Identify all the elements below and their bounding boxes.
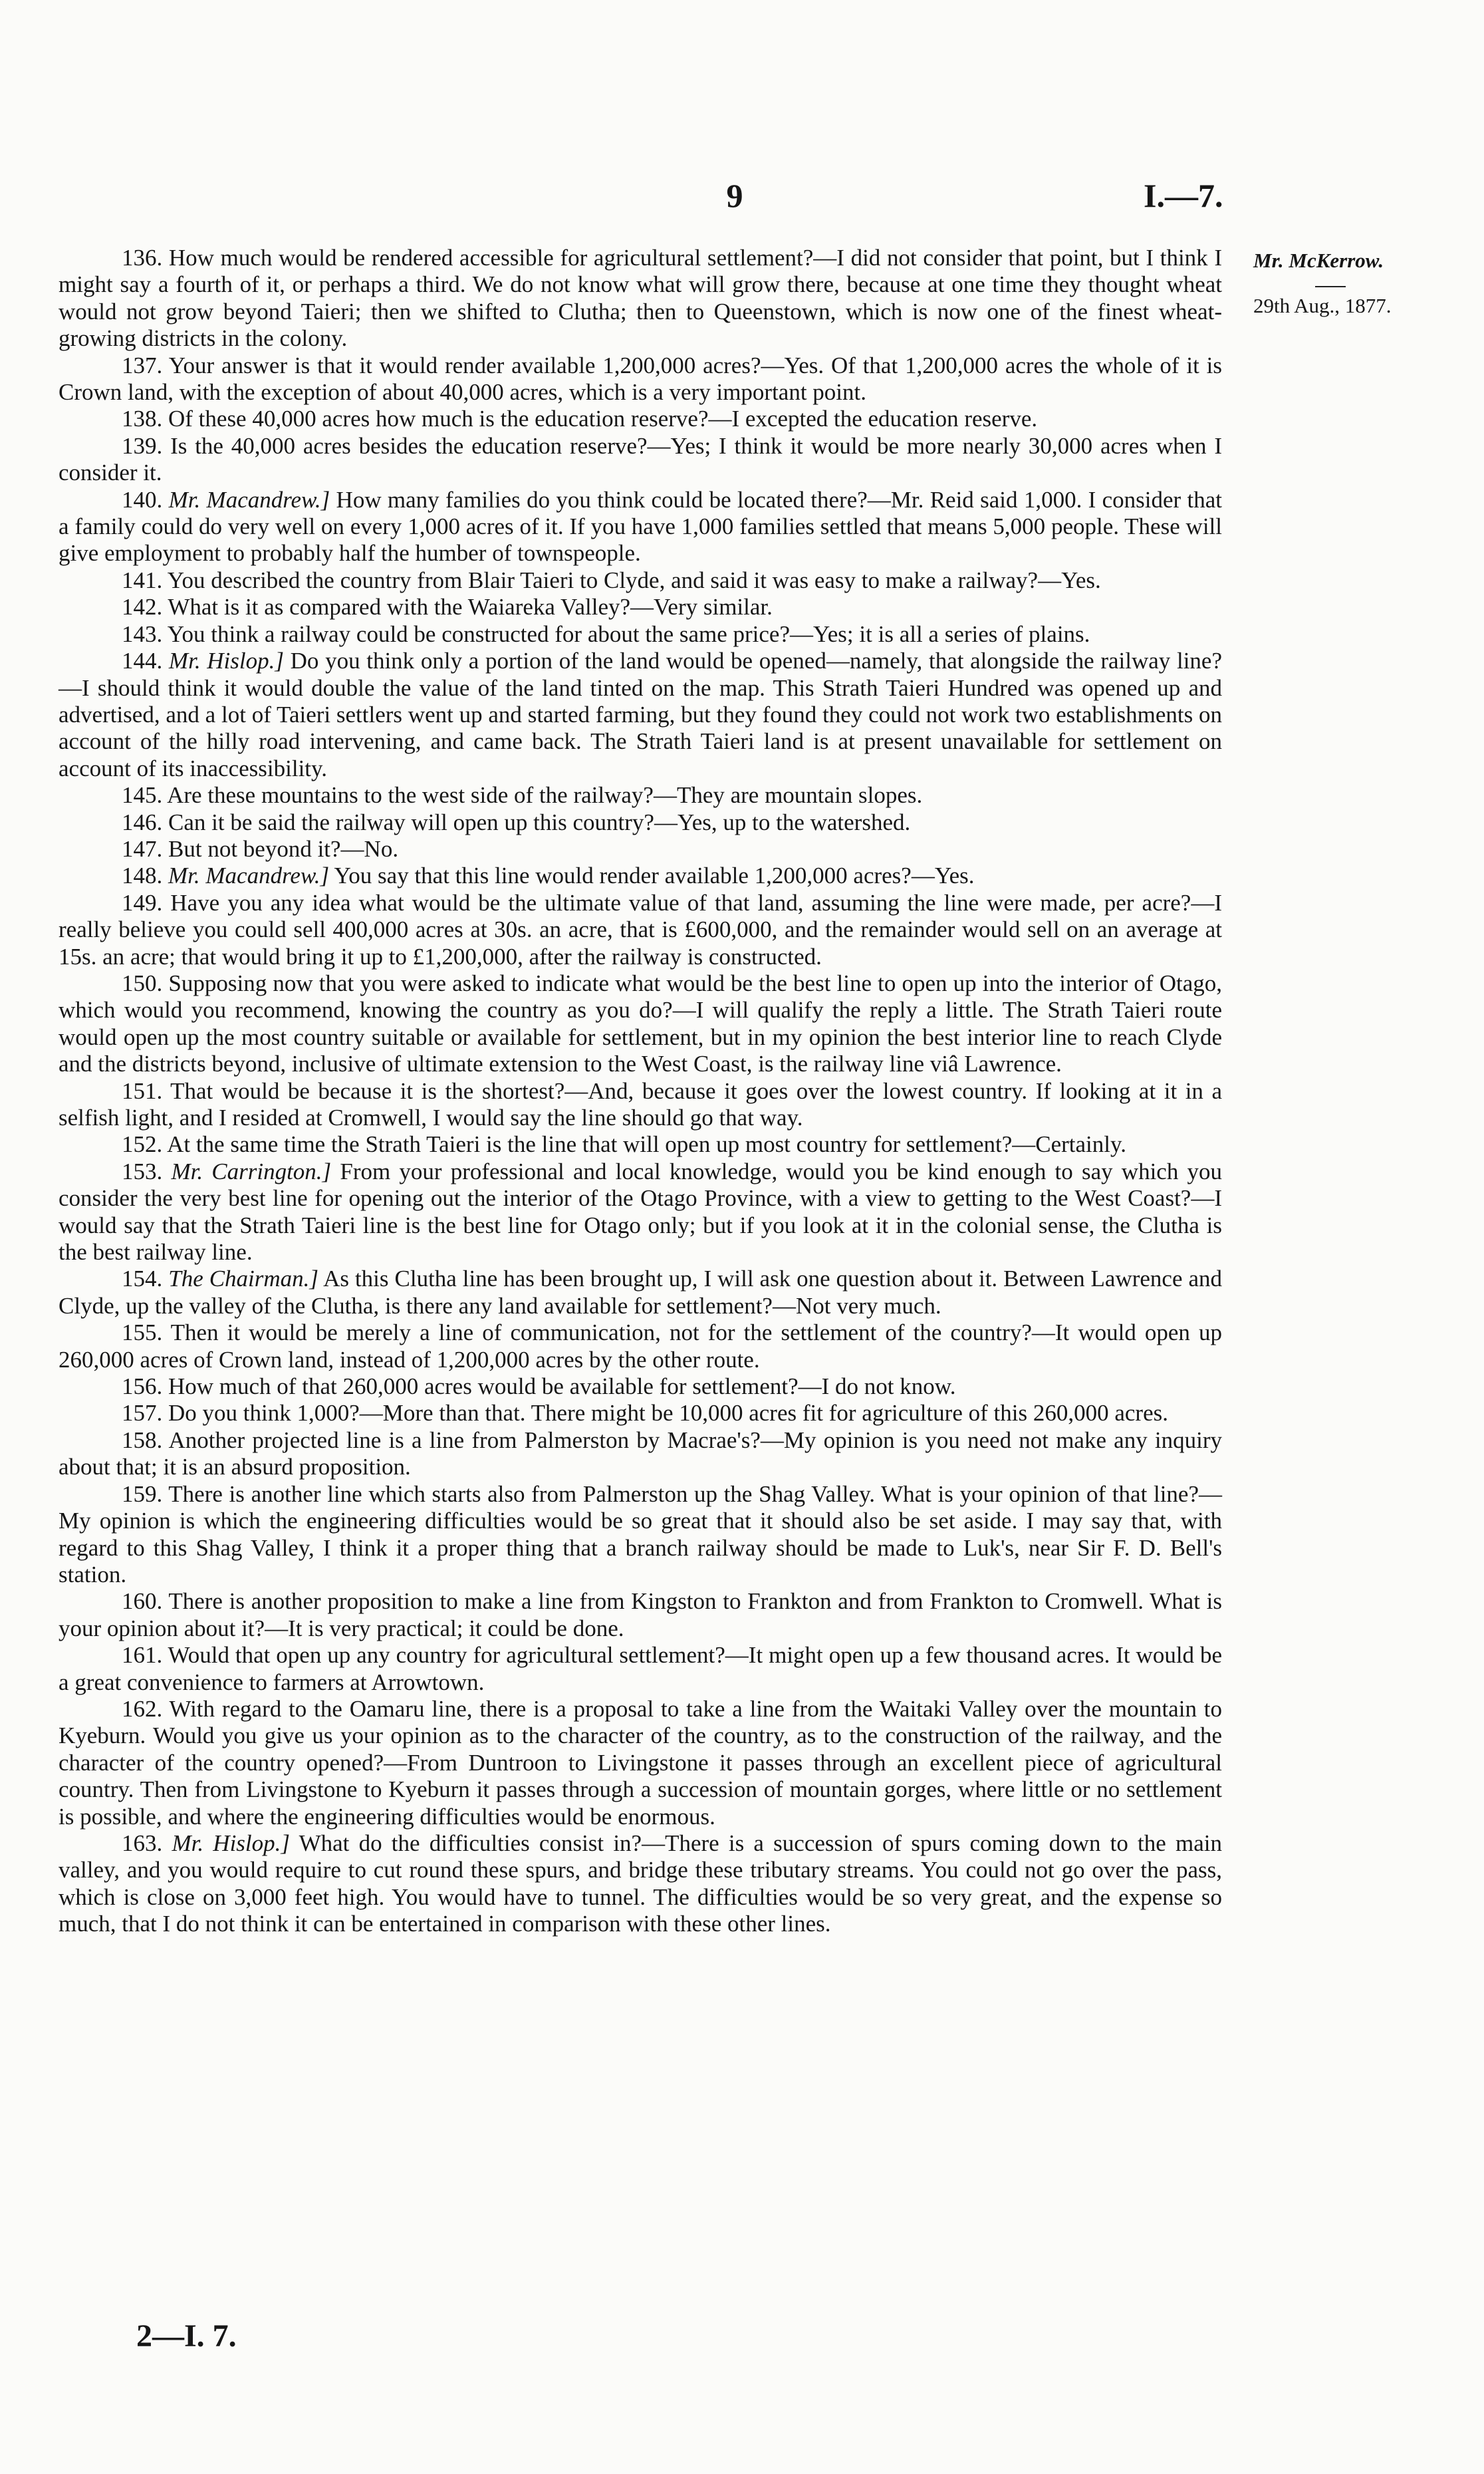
question-number: 144. [122,648,163,674]
paragraph-text: 150. Supposing now that you were asked to indicate what would be the best line to open up into the interior of Otago, which would you recommend, knowing the country as you do?—I will qualify the reply a little. The Strath Taieri route would open up the most country suitable or available for settlement, but in my opinion the best interior line to reach Clyde and the districts beyond, inclusive of ultimate extension to the West Coast, is the railway line viâ Lawrence. [59,970,1222,1077]
speaker-name: Mr. Carrington.] [171,1158,332,1184]
paragraph-text: 146. Can it be said the railway will open up this country?—Yes, up to the watershed. [122,809,911,835]
question-number: 154. [122,1266,163,1292]
question-paragraph [59,970,1222,1078]
paragraph-text: 149. Have you any idea what would be the ultimate value of that land, assuming the line were made, per acre?—I really believe you could sell 400,000 acres at 30s. an acre, that is £600,000, and the remainder would sell on an average at 15s. an acre; that would bring it up to £1,200,000, after the railway is constructed. [59,889,1222,970]
paragraph-text: 161. Would that open up any country for agricultural settlement?—It might open up a few thousand acres. It would be a great convenience to farmers at Arrowtown. [59,1642,1222,1695]
question-paragraph [59,245,1222,352]
question-paragraph [59,1319,1222,1373]
paragraph-text: What do the difficulties consist in?—There is a succession of spurs coming down to the main valley, and you would require to cut round these spurs, and bridge these tributary streams. You could not go over the pass, which is close on 3,000 feet high. You would have to tunnel. The difficulties would be so very great, and the expense so much, that I do not think it can be entertained in comparison with these other lines. [59,1830,1222,1937]
paragraph-text: 158. Another projected line is a line from Palmerston by Macrae's?—My opinion is you need not make any inquiry about that; it is an absurd proposition. [59,1427,1222,1480]
question-paragraph [59,836,1222,863]
question-paragraph [59,406,1222,432]
paragraph-text: 151. That would be because it is the shortest?—And, because it goes over the lowest country. If looking at it in a selfish light, and I resided at Cromwell, I would say the line should go that way. [59,1077,1222,1131]
paragraph-text: 136. How much would be rendered accessible for agricultural settlement?—I did not consider that point, but I think I might say a fourth of it, or perhaps a third. We do not know what will grow there, because at one time they thought wheat would not grow beyond Taieri; then we shifted to Clutha; then to Queenstown, which is now one of the finest wheat-growing districts in the colony. [59,245,1222,352]
witness-rule [1315,286,1346,287]
question-number: 153. [122,1158,163,1184]
question-paragraph [59,1078,1222,1132]
paragraph-text: 138. Of these 40,000 acres how much is the education reserve?—I excepted the education reserve. [122,406,1038,432]
paragraph-text: 145. Are these mountains to the west side of the railway?—They are mountain slopes. [122,782,923,809]
question-paragraph [59,567,1222,594]
question-paragraph [59,863,1222,889]
question-paragraph [59,433,1222,487]
question-number: 140. [122,486,163,513]
paragraph-text: 157. Do you think 1,000?—More than that. There might be 10,000 acres fit for agriculture of this 260,000 acres. [122,1400,1168,1427]
question-paragraph [59,1830,1222,1938]
paragraph-text: 160. There is another proposition to make a line from Kingston to Frankton and from Frankton to Cromwell. What is your opinion about it?—It is very practical; it could be done. [59,1588,1222,1641]
question-paragraph [59,487,1222,567]
paragraph-text: 147. But not beyond it?—No. [122,835,399,862]
speaker-name: Mr. Macandrew.] [168,486,330,513]
evidence-body [59,245,1222,1938]
paragraph-text: 155. Then it would be merely a line of communication, not for the settlement of the country?—It would open up 260,000 acres of Crown land, instead of 1,200,000 acres by the other route. [59,1319,1222,1373]
question-paragraph [59,809,1222,836]
question-paragraph [59,1642,1222,1696]
paragraph-text: How many families do you think could be located there?—Mr. Reid said 1,000. I consider that a family could do very well on every 1,000 acres of it. If you have 1,000 families settled that means 5,000 people. These will give employment to probably half the humber of townspeople. [59,486,1223,567]
paragraph-text: 141. You described the country from Blair Taieri to Clyde, and said it was easy to make a railway?—Yes. [122,567,1101,593]
paragraph-text: 143. You think a railway could be constructed for about the same price?—Yes; it is all a series of plains. [122,620,1090,647]
question-number: 148. [122,863,163,889]
question-paragraph [59,1696,1222,1830]
question-paragraph [59,648,1222,782]
question-paragraph [59,1400,1222,1427]
speaker-name: Mr. Macandrew.] [168,863,330,889]
question-paragraph [59,621,1222,648]
paragraph-text: 159. There is another line which starts also from Palmerston up the Shag Valley. What is your opinion of that line?—My opinion is which the engineering difficulties would be so great that it should also be set aside. I may say that, with regard to this Shag Valley, I think it a proper thing that a branch railway should be made to Luk's, near Sir F. D. Bell's station. [59,1480,1222,1587]
paragraph-text: From your professional and local knowledge, would you be kind enough to say which you consider the very best line for opening out the interior of the Otago Province, with a view to getting to the West Coast?—I would say that the Strath Taieri line is the best line for Otago only; but if you look at it in the colonial sense, the Clutha is the best railway line. [59,1158,1223,1266]
question-paragraph [59,352,1222,406]
question-paragraph [59,1481,1222,1589]
question-paragraph [59,1266,1222,1319]
series-code: I.—7. [1144,177,1223,214]
paragraph-text: 139. Is the 40,000 acres besides the education reserve?—Yes; I think it would be more nearly 30,000 acres when I consider it. [59,432,1222,486]
paragraph-text: 156. How much of that 260,000 acres would be available for settlement?—I do not know. [122,1373,956,1400]
speaker-name: Mr. Hislop.] [172,1830,291,1856]
paragraph-text: You say that this line would render available 1,200,000 acres?—Yes. [334,863,975,889]
question-paragraph [59,782,1222,809]
speaker-name: The Chairman.] [168,1266,319,1292]
question-number: 163. [122,1830,163,1856]
paragraph-text: As this Clutha line has been brought up, I will ask one question about it. Between Lawrence and Clyde, up the valley of the Clutha, is there any land available for settlement?—Not very much. [59,1266,1223,1319]
question-paragraph [59,594,1222,620]
paragraph-text: 152. At the same time the Strath Taieri is the line that will open up most country for settlement?—Certainly. [122,1131,1126,1158]
question-paragraph [59,1159,1222,1266]
paragraph-text: Do you think only a portion of the land would be opened—namely, that alongside the railway line?—I should think it would double the value of the land tinted on the map. This Strath Taieri Hundred was opened up and advertised, and a lot of Taieri settlers went up and started farming, but they found they could not work two establishments on account of the hilly road intervening, and came back. The Strath Taieri land is at present unavailable for settlement on account of its inaccessibility. [59,648,1222,781]
paragraph-text: 142. What is it as compared with the Waiareka Valley?—Very similar. [122,594,773,620]
footer-signature: 2—I. 7. [136,2318,237,2354]
paragraph-text: 162. With regard to the Oamaru line, there is a proposal to take a line from the Waitaki Valley over the mountain to Kyeburn. Would you give us your opinion as to the character of the country, as to the construction of the railway, and the character of the country opened?—From Duntroon to Livingstone it passes through an excellent piece of agricultural country. Then from Livingstone to Kyeburn it passes through a succession of mountain gorges, where little or no settlement is possible, and where the engineering difficulties would be enormous. [59,1695,1222,1830]
question-paragraph [59,890,1222,970]
speaker-name: Mr. Hislop.] [168,648,284,674]
question-paragraph [59,1373,1222,1400]
question-paragraph [59,1131,1222,1158]
question-paragraph [59,1427,1222,1481]
paragraph-text: 137. Your answer is that it would render available 1,200,000 acres?—Yes. Of that 1,200,000 acres the whole of it is Crown land, with the exception of about 40,000 acres, which is a very important point. [59,352,1222,406]
evidence-date: 29th Aug., 1877. [1253,294,1392,317]
page-number: 9 [726,177,743,214]
witness-name: Mr. McKerrow. [1253,249,1384,272]
question-paragraph [59,1588,1222,1642]
